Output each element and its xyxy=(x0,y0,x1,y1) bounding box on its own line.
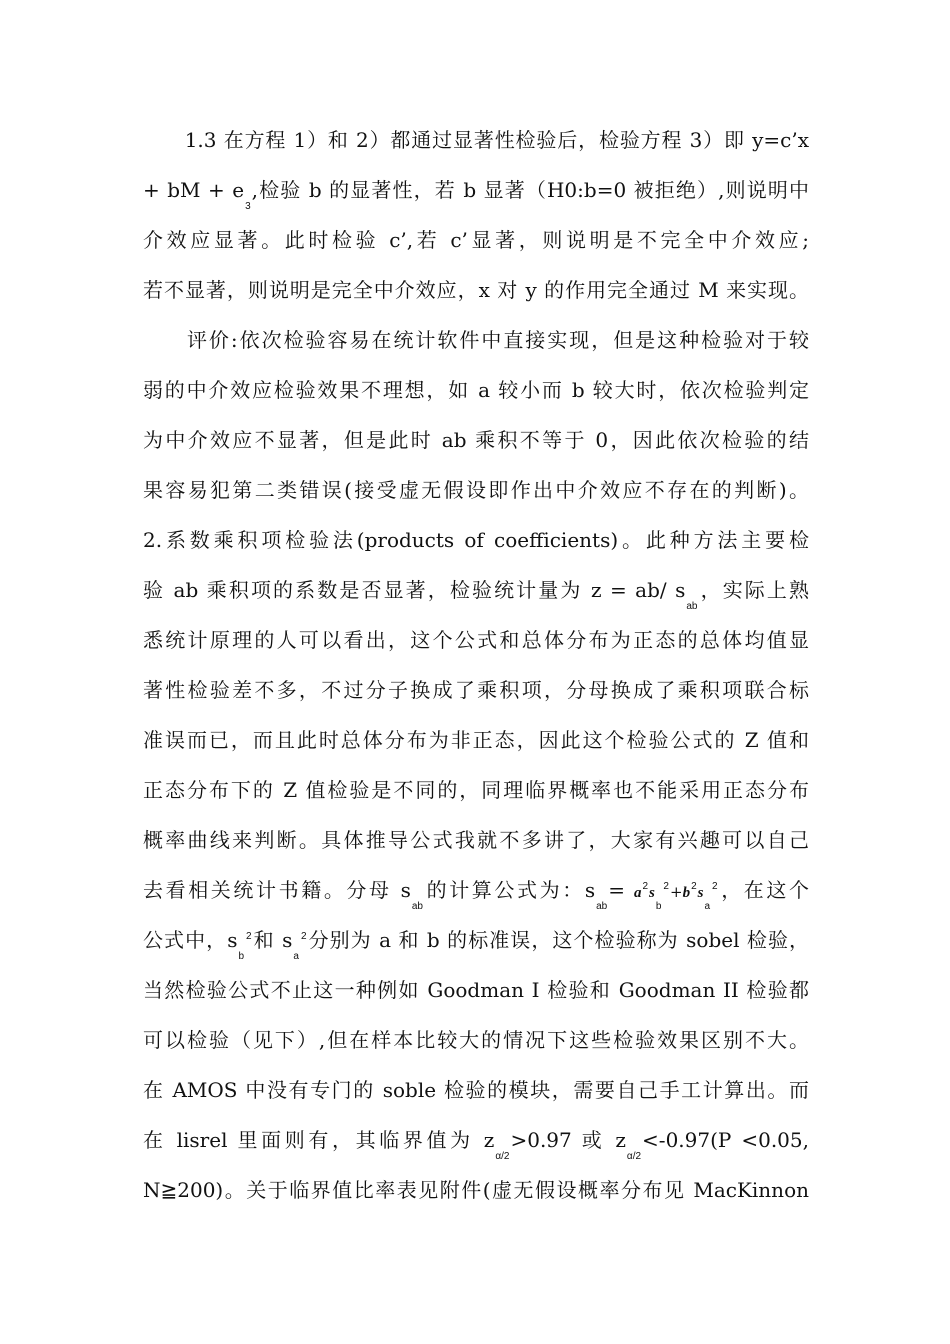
text-line: 若不显著，则说明是完全中介效应，x 对 y 的作用完全通过 M 来实现。 xyxy=(143,278,809,302)
text-line: 著性检验差不多，不过分子换成了乘积项，分母换成了乘积项联合标 xyxy=(143,678,809,702)
text-line: 在 lisrel 里面则有，其临界值为 $z_{\alpha/2}>0.97$ 或 $z_{\alpha/2}<-0.97(P <0.05$, xyxy=(143,1128,809,1162)
text-line: 介效应显著。此时检验 c’,若 c’显著，则说明是不完全中介效应; xyxy=(143,228,809,252)
text-line: 验 ab 乘积项的系数是否显著，检验统计量为 z = ab/ $s_{ab}$，实际上熟 xyxy=(143,578,809,612)
text-line: 1.3 在方程 1）和 2）都通过显著性检验后，检验方程 3）即 y=c’x xyxy=(143,128,809,152)
text-line: 概率曲线来判断。具体推导公式我就不多讲了，大家有兴趣可以自己 xyxy=(143,828,809,852)
text-line: 正态分布下的 Z 值检验是不同的，同理临界概率也不能采用正态分布 xyxy=(143,778,809,802)
formula-term: a xyxy=(633,885,642,901)
text-line: 悉统计原理的人可以看出，这个公式和总体分布为正态的总体均值显 xyxy=(143,628,809,652)
text-line: 弱的中介效应检验效果不理想，如 a 较小而 b 较大时，依次检验判定 xyxy=(143,378,809,402)
text-line: 在 AMOS 中没有专门的 soble 检验的模块，需要自己手工计算出。而 xyxy=(143,1078,809,1102)
text-line: 为中介效应不显著，但是此时 ab 乘积不等于 0，因此依次检验的结 xyxy=(143,428,809,452)
text-line: 当然检验公式不止这一种例如 Goodman I 检验和 Goodman II 检验都 xyxy=(143,978,809,1002)
text-line-formula: 去看相关统计书籍。分母 $s_{ab}$的计算公式为：$s_{ab}= a^2s_b^2+b^2s_a^2$，在这个 xyxy=(143,878,810,912)
text-line: 可以检验（见下）,但在样本比较大的情况下这些检验效果区别不大。 xyxy=(143,1028,809,1052)
text-line: + bM + $e_3$,检验 b 的显著性，若 b 显著（H0:b=0 被拒绝）,则说明中 xyxy=(143,178,809,212)
text-line: 评价:依次检验容易在统计软件中直接实现，但是这种检验对于较 xyxy=(143,328,809,352)
text-line: 公式中，$s_b^2$和 $s_a^2$分别为 a 和 b 的标准误，这个检验称为 sobel 检验， xyxy=(143,928,809,962)
text-line: 2.系数乘积项检验法(products of coefficients)。此种方法主要检 xyxy=(143,528,809,552)
text-line: 准误而已，而且此时总体分布为非正态，因此这个检验公式的 Z 值和 xyxy=(143,728,809,752)
text-line: 果容易犯第二类错误(接受虚无假设即作出中介效应不存在的判断)。 xyxy=(143,478,809,502)
text-line: N≧200)。关于临界值比率表见附件(虚无假设概率分布见 MacKinnon xyxy=(143,1178,809,1202)
